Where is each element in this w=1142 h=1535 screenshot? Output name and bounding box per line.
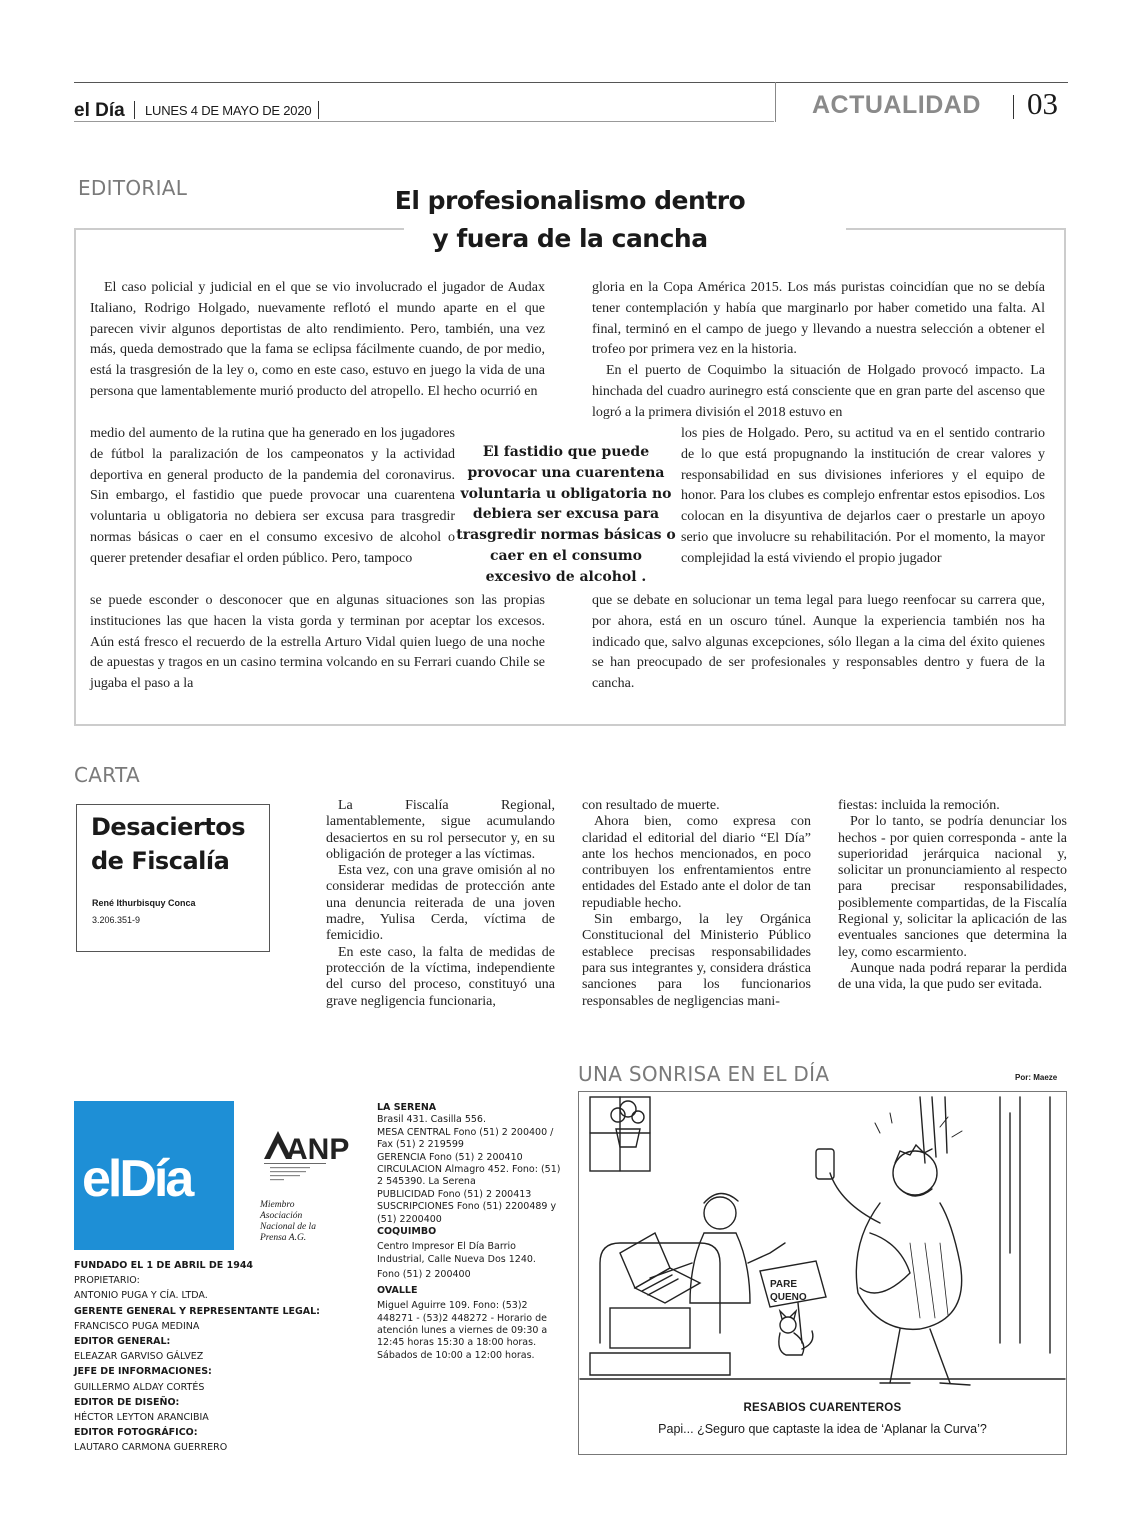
header-underline <box>74 121 774 122</box>
carta-label: CARTA <box>74 763 140 787</box>
editorial-label: EDITORIAL <box>78 176 188 200</box>
carta-title-line1: Desaciertos <box>91 813 245 841</box>
plant-icon <box>611 1101 644 1147</box>
pull-quote: El fastidio que puede provocar una cuarentena voluntaria u obligatoria no debiera ser excusa para trasgredir normas básicas o caer en el consumo excesivo de alcohol . <box>456 444 676 585</box>
carta-column-1 <box>326 798 555 1010</box>
sign-text-line2: QUENO <box>770 1292 807 1303</box>
contact-line: Fono (51) 2 200400 <box>377 1269 471 1281</box>
staff-line: FRANCISCO PUGA MEDINA <box>74 1320 200 1332</box>
header-top-rule <box>74 82 1068 83</box>
anp-logo-text: ANP <box>286 1133 350 1166</box>
anp-logo <box>262 1125 350 1185</box>
standing-man-figure <box>816 1145 970 1385</box>
editorial-right-bottom <box>592 591 1045 695</box>
carta-paragraph: con resultado de muerte. <box>582 798 720 813</box>
cartoon-label: UNA SONRISA EN EL DÍA <box>578 1062 830 1086</box>
editorial-right-narrow <box>681 424 1045 592</box>
editorial-paragraph: medio del aumento de la rutina que ha generado en los jugadores de fútbol la paralización de los campeonatos y la actividad deportiva en general producto de la pandemia del coronavirus. Sin embargo, el fastidio que puede provocar una cuarentena voluntaria u obligatoria no debiera ser excusa para trasgredir normas básicas o caer en el consumo excesivo de alcohol o querer pretender desafiar el orden público. Pero, tampoco <box>90 426 455 566</box>
carta-paragraph: Por lo tanto, se podría denunciar los hechos - por quien corresponda - ante la superioridad jerárquica nacional y, solicitar un pronunciamiento al respecto para precisar responsabilidades, posiblemente compartidas, de la Fiscalía Regional y, solicitar la aplicación de las eventuales sanciones que determina la ley, como escarmiento. <box>838 814 1067 960</box>
contact-line: OVALLE <box>377 1284 418 1296</box>
staff-line: GERENTE GENERAL Y REPRESENTANTE LEGAL: <box>74 1305 320 1317</box>
staff-line: EDITOR GENERAL: <box>74 1336 171 1348</box>
anp-member-note: Miembro Asociación Nacional de la Prensa A.G. <box>260 1200 316 1243</box>
editorial-paragraph: que se debate en solucionar un tema legal para luego reenfocar su carrera que, por ahora, está en un oscuro túnel. Aunque la experiencia también nos ha indicado que, salvo algunas excepciones, sólo llegan a la cima del éxito quienes se han preocupado de ser profesionales y responsables dentro y fuera de la cancha. <box>592 593 1045 692</box>
header-brand: el Día <box>74 100 125 121</box>
staff-line: FUNDADO EL 1 DE ABRIL DE 1944 <box>74 1260 254 1271</box>
editorial-paragraph: En el puerto de Coquimbo la situación de Holgado provocó impacto. La hinchada del cuadro aurinegro está consciente que en gran parte del ascenso que logró a la primera división el 2018 estuvo en <box>592 363 1045 420</box>
contact-line: GERENCIA Fono (51) 2 200410 <box>377 1151 523 1163</box>
contact-line: CIRCULACION Almagro 452. Fono: (51) 2 545390. La Serena <box>377 1164 561 1188</box>
carta-paragraph: fiestas: incluida la remoción. <box>838 798 1000 813</box>
staff-line: PROPIETARIO: <box>74 1275 140 1287</box>
editorial-right-column <box>592 278 1045 424</box>
carta-author-id: 3.206.351-9 <box>92 915 141 925</box>
cartoon-illustration <box>580 1093 1065 1393</box>
editorial-paragraph: se puede esconder o desconocer que en algunas situaciones son las propias instituciones las que hacen la vista gorda y terminan por aceptar los excesos. Aún está fresco el recuerdo de la estrella Arturo Vidal quien luego de una noche de apuestas y tragos en un casino termina volcando en su Ferrari cuando Chile se jugaba el paso a la <box>90 593 545 692</box>
carta-paragraph: Ahora bien, como expresa con claridad el editorial del diario “El Día” ante los hechos mencionados, en poco contribuyen los enfrentamientos entre entidades del Estado ante el dolor de tan repudiable hecho. <box>582 814 811 911</box>
header-divider <box>134 101 135 119</box>
contact-line: Brasil 431. Casilla 556. <box>377 1114 486 1126</box>
carta-column-2 <box>582 798 811 1010</box>
editorial-paragraph: El caso policial y judicial en el que se vio involucrado el jugador de Audax Italiano, Rodrigo Holgado, nuevamente reflotó el mundo aparte en el que parecen vivir algunos deportistas de alto rendimiento. Pero, también, una vez más, queda demostrado que la fama se eclipsa fácilmente cuando, de por medio, está la trasgresión de la ley o, como en este caso, estuvo en juego la vida de una persona que lamentablemente murió producto del atropello. El hecho ocurrió en <box>90 280 545 399</box>
staff-line: HÉCTOR LEYTON ARANCIBIA <box>74 1412 209 1424</box>
contact-line: PUBLICIDAD Fono (51) 2 200413 <box>377 1188 532 1200</box>
contact-line: SUSCRIPCIONES Fono (51) 2200489 y (51) 2200400 <box>377 1201 557 1225</box>
cartoon-credit: Por: Maeze <box>1015 1073 1058 1082</box>
page-number: 03 <box>1027 86 1058 121</box>
editorial-title-line1: El profesionalismo dentro <box>394 186 746 215</box>
carta-column-3 <box>838 798 1067 994</box>
staff-list <box>74 1258 320 1456</box>
cartoon-caption-text: Papi... ¿Seguro que captaste la idea de ‘Aplanar la Curva’? <box>658 1422 987 1436</box>
sign-text-line1: PARE <box>770 1279 798 1290</box>
carta-paragraph: Esta vez, con una grave omisión al no considerar medidas de protección ante una denuncia reiterada de una joven madre, Yulisa Cerda, víctima de femicidio. <box>326 863 555 944</box>
carta-paragraph: Aunque nada podrá reparar la perdida de una vida, la que pudo ser evitada. <box>838 960 1067 993</box>
editorial-left-column <box>90 278 545 403</box>
staff-line: ANTONIO PUGA Y CÍA. LTDA. <box>74 1290 208 1302</box>
editorial-paragraph: los pies de Holgado. Pero, su actitud va en el sentido contrario de lo que está propugnando la institución de crear valores y responsabilidad en sus divisiones inferiores y el equipo de honor. Para los clubes es complejo enfrentar estos episodios. Los colocan en la disyuntiva de dejarlos caer o prestarle un apoyo serio que involucre su rehabilitación. Por el momento, la mayor complejidad la está viviendo el propio jugador <box>681 426 1045 566</box>
staff-line: EDITOR FOTOGRÁFICO: <box>74 1427 198 1439</box>
staff-line: LAUTARO CARMONA GUERRERO <box>74 1442 228 1454</box>
carta-title <box>91 810 245 878</box>
cat-icon <box>779 1311 813 1355</box>
header-divider <box>318 101 319 119</box>
header-divider <box>1013 95 1014 119</box>
staff-line: JEFE DE INFORMACIONES: <box>74 1366 212 1378</box>
editorial-left-bottom <box>90 591 545 695</box>
contact-info <box>377 1102 562 1362</box>
drink-can-icon <box>816 1149 834 1179</box>
el-dia-logo <box>74 1101 234 1250</box>
section-name: ACTUALIDAD <box>812 91 981 119</box>
staff-line: EDITOR DE DISEÑO: <box>74 1396 180 1408</box>
editorial-title <box>300 182 840 258</box>
contact-line: Miguel Aguirre 109. Fono: (53)2 448271 - (53)2 448272 - Horario de atención lunes a viernes de 09:30 a 12:45 horas 15:30 a 18:00 horas. Sábados de 10:00 a 12:00 horas. <box>377 1300 548 1361</box>
contact-line: Centro Impresor El Día Barrio Industrial, Calle Nueva Dos 1240. <box>377 1241 536 1265</box>
contact-line: COQUIMBO <box>377 1226 437 1238</box>
carta-title-line2: de Fiscalía <box>91 847 230 875</box>
carta-author: René Ithurbisquy Conca <box>92 898 196 908</box>
carta-paragraph: La Fiscalía Regional, lamentablemente, sigue acumulando desaciertos en su rol persecutor y, en su obligación de proteger a las víctimas. <box>326 798 555 862</box>
logo-text: elDía <box>82 1150 192 1208</box>
header-vertical-rule <box>775 82 776 122</box>
editorial-paragraph: gloria en la Copa América 2015. Los más puristas coincidían que no se debía tener contemplación y había que marginarlo por haber cometido una falta. Al final, terminó en el campo de juego y llevando a nuestra selección a obtener el trofeo por primera vez en la historia. <box>592 280 1045 358</box>
editorial-left-narrow <box>90 424 455 592</box>
carta-paragraph: En este caso, la falta de medidas de protección de la víctima, independiente del curso del proceso, constituyó una grave negligencia funcionaria, <box>326 944 555 1009</box>
header-date: LUNES 4 DE MAYO DE 2020 <box>145 103 312 118</box>
contact-line: MESA CENTRAL Fono (51) 2 200400 / Fax (51) 2 219599 <box>377 1126 554 1151</box>
cartoon-caption-title: RESABIOS CUARENTEROS <box>743 1402 902 1414</box>
editorial-title-line2: y fuera de la cancha <box>432 224 708 253</box>
contact-line: LA SERENA <box>377 1102 437 1113</box>
staff-line: GUILLERMO ALDAY CORTÉS <box>74 1381 205 1393</box>
carta-paragraph: Sin embargo, la ley Orgánica Constitucional del Ministerio Público establece precisas responsabilidades para sus integrantes y, considera drástica sanciones para los funcionarios responsables de negligencias mani- <box>582 912 811 1009</box>
staff-line: ELEAZAR GARVISO GÁLVEZ <box>74 1351 204 1363</box>
